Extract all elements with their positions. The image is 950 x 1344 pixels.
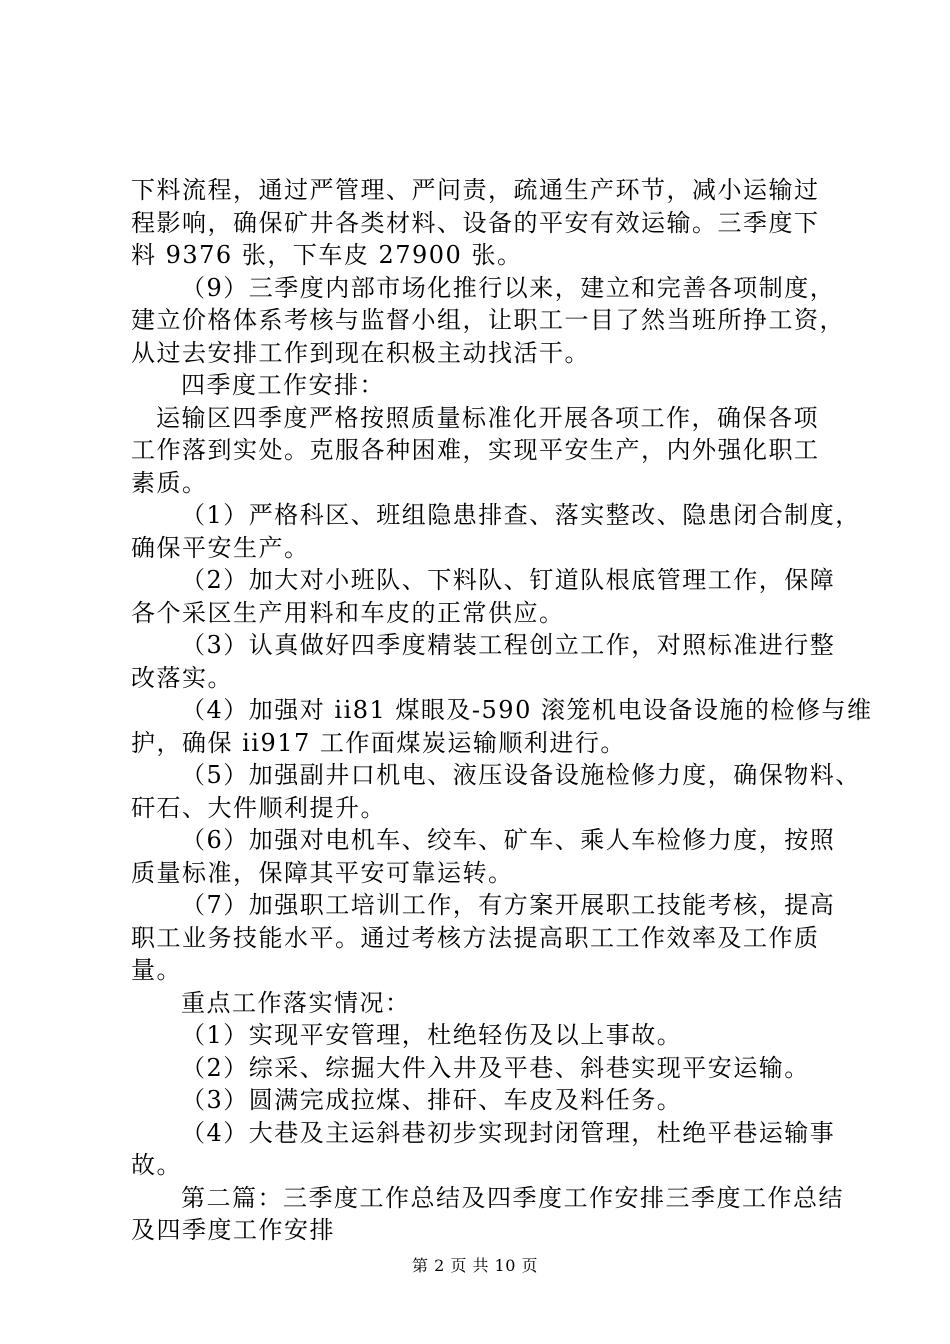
text-line: 各个采区生产用料和车皮的正常供应。 xyxy=(131,598,565,627)
page-number-footer: 第 2 页 共 10 页 xyxy=(412,1256,538,1275)
text-line: （3）认真做好四季度精装工程创立工作，对照标准进行整 xyxy=(181,631,836,659)
text-line: 确保平安生产。 xyxy=(131,533,310,562)
text-line: 下料流程，通过严管理、严问责，疏通生产环节，减小运输过 xyxy=(131,176,820,204)
text-line: 第二篇：三季度工作总结及四季度工作安排三季度工作总结 xyxy=(181,1183,844,1212)
text-line: 改落实。 xyxy=(131,663,233,692)
text-line: （1）实现平安管理，杜绝轻伤及以上事故。 xyxy=(181,1021,683,1049)
text-line: 矸石、大件顺利提升。 xyxy=(131,793,386,822)
section-heading: 重点工作落实情况： xyxy=(181,988,411,1017)
text-line: （5）加强副井口机电、液压设备设施检修力度，确保物料、 xyxy=(181,761,861,789)
text-line: 程影响，确保矿井各类材料、设备的平安有效运输。三季度下 xyxy=(131,208,820,237)
text-line: 料 9376 张，下车皮 27900 张。 xyxy=(131,241,523,269)
text-line: 及四季度工作安排 xyxy=(131,1216,335,1244)
text-line: 职工业务技能水平。通过考核方法提高职工工作效率及工作质 xyxy=(131,923,820,952)
text-line: （2）综采、综掘大件入井及平巷、斜巷实现平安运输。 xyxy=(181,1053,810,1082)
text-line: （6）加强对电机车、绞车、矿车、乘人车检修力度，按照 xyxy=(181,826,836,854)
text-line: 故。 xyxy=(131,1151,182,1179)
text-line: 建立价格体系考核与监督小组，让职工一目了然当班所挣工资， xyxy=(131,306,845,334)
document-body xyxy=(131,174,873,1247)
text-line: 素质。 xyxy=(131,468,208,497)
text-line: （7）加强职工培训工作，有方案开展职工技能考核，提高 xyxy=(181,891,836,919)
text-line: 运输区四季度严格按照质量标准化开展各项工作，确保各项 xyxy=(156,403,819,432)
text-line: 量。 xyxy=(131,956,182,984)
text-line: （4）加强对 ii81 煤眼及-590 滚笼机电设备设施的检修与维 xyxy=(181,696,873,724)
text-line: （1）严格科区、班组隐患排查、落实整改、隐患闭合制度， xyxy=(181,501,861,529)
text-line: 护，确保 ii917 工作面煤炭运输顺利进行。 xyxy=(131,728,626,757)
text-line: （2）加大对小班队、下料队、钉道队根底管理工作，保障 xyxy=(181,566,836,594)
text-line: （9）三季度内部市场化推行以来，建立和完善各项制度， xyxy=(181,273,836,302)
text-line: 从过去安排工作到现在积极主动找活干。 xyxy=(131,338,590,367)
text-line: （3）圆满完成拉煤、排矸、车皮及料任务。 xyxy=(181,1086,683,1114)
text-line: 工作落到实处。克服各种困难，实现平安生产，内外强化职工 xyxy=(131,436,820,464)
section-heading: 四季度工作安排： xyxy=(181,371,385,399)
text-line: （4）大巷及主运斜巷初步实现封闭管理，杜绝平巷运输事 xyxy=(181,1118,836,1147)
text-line: 质量标准，保障其平安可靠运转。 xyxy=(131,858,514,887)
